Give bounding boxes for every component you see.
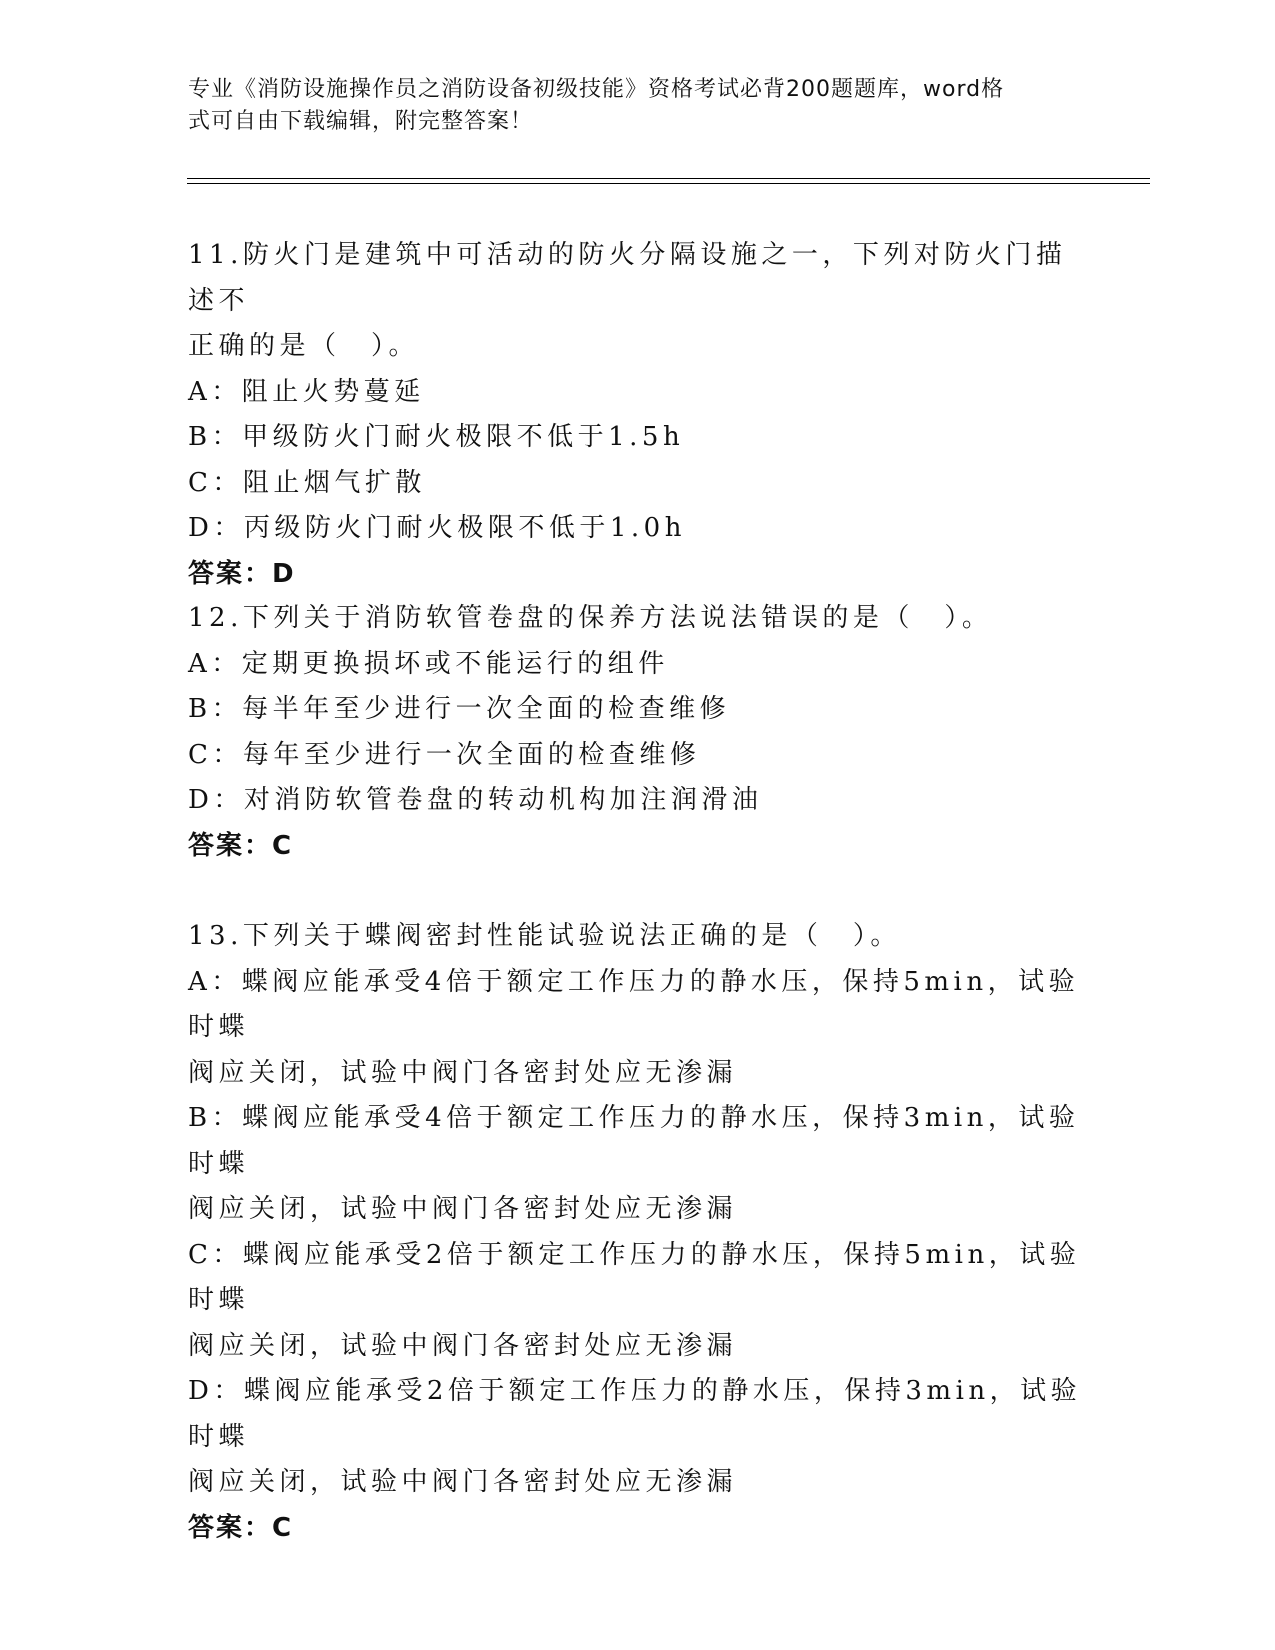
header-divider-bottom bbox=[187, 183, 1150, 184]
question-stem-line: 12.下列关于消防软管卷盘的保养方法说法错误的是（ ）。 bbox=[188, 603, 993, 633]
question-stem-line: 正确的是（ ）。 bbox=[188, 331, 420, 361]
header-divider-top bbox=[187, 178, 1150, 179]
option-b: B：甲级防火门耐火极限不低于1.5h bbox=[188, 422, 685, 452]
option-c: C：每年至少进行一次全面的检查维修 bbox=[188, 739, 701, 770]
option-d-line-1: D：蝶阀应能承受2倍于额定工作压力的静水压，保持3min，试验时蝶 bbox=[188, 1376, 1082, 1452]
answer-label: 答案：C bbox=[188, 830, 294, 861]
option-a-line-2: 阀应关闭，试验中阀门各密封处应无渗漏 bbox=[188, 1057, 738, 1088]
question-stem-line: 13.下列关于蝶阀密封性能试验说法正确的是（ ）。 bbox=[188, 921, 901, 951]
option-a: A：定期更换损坏或不能运行的组件 bbox=[188, 648, 669, 679]
option-c: C：阻止烟气扩散 bbox=[188, 467, 426, 498]
option-a-line-1: A：蝶阀应能承受4倍于额定工作压力的静水压，保持5min，试验时蝶 bbox=[188, 966, 1080, 1042]
question-stem-line: 11.防火门是建筑中可活动的防火分隔设施之一，下列对防火门描述不 bbox=[188, 240, 1067, 316]
question-11 bbox=[188, 233, 1088, 597]
option-a: A：阻止火势蔓延 bbox=[188, 376, 425, 407]
header-line-1: 专业《消防设施操作员之消防设备初级技能》资格考试必背200题题库，word格 bbox=[188, 77, 1005, 102]
answer-label: 答案：C bbox=[188, 1512, 294, 1543]
option-c-line-1: C：蝶阀应能承受2倍于额定工作压力的静水压，保持5min，试验时蝶 bbox=[188, 1239, 1081, 1315]
answer-label: 答案：D bbox=[188, 558, 296, 589]
option-d: D：对消防软管卷盘的转动机构加注润滑油 bbox=[188, 785, 763, 815]
question-12 bbox=[188, 596, 1088, 869]
document-header bbox=[188, 74, 1088, 138]
option-d-line-2: 阀应关闭，试验中阀门各密封处应无渗漏 bbox=[188, 1467, 738, 1497]
option-b-line-1: B：蝶阀应能承受4倍于额定工作压力的静水压，保持3min，试验时蝶 bbox=[188, 1103, 1080, 1179]
option-d: D：丙级防火门耐火极限不低于1.0h bbox=[188, 513, 686, 543]
option-c-line-2: 阀应关闭，试验中阀门各密封处应无渗漏 bbox=[188, 1330, 738, 1361]
header-line-2: 式可自由下载编辑，附完整答案！ bbox=[188, 109, 534, 134]
option-b: B：每半年至少进行一次全面的检查维修 bbox=[188, 694, 731, 724]
option-b-line-2: 阀应关闭，试验中阀门各密封处应无渗漏 bbox=[188, 1194, 738, 1224]
question-13 bbox=[188, 914, 1088, 1551]
